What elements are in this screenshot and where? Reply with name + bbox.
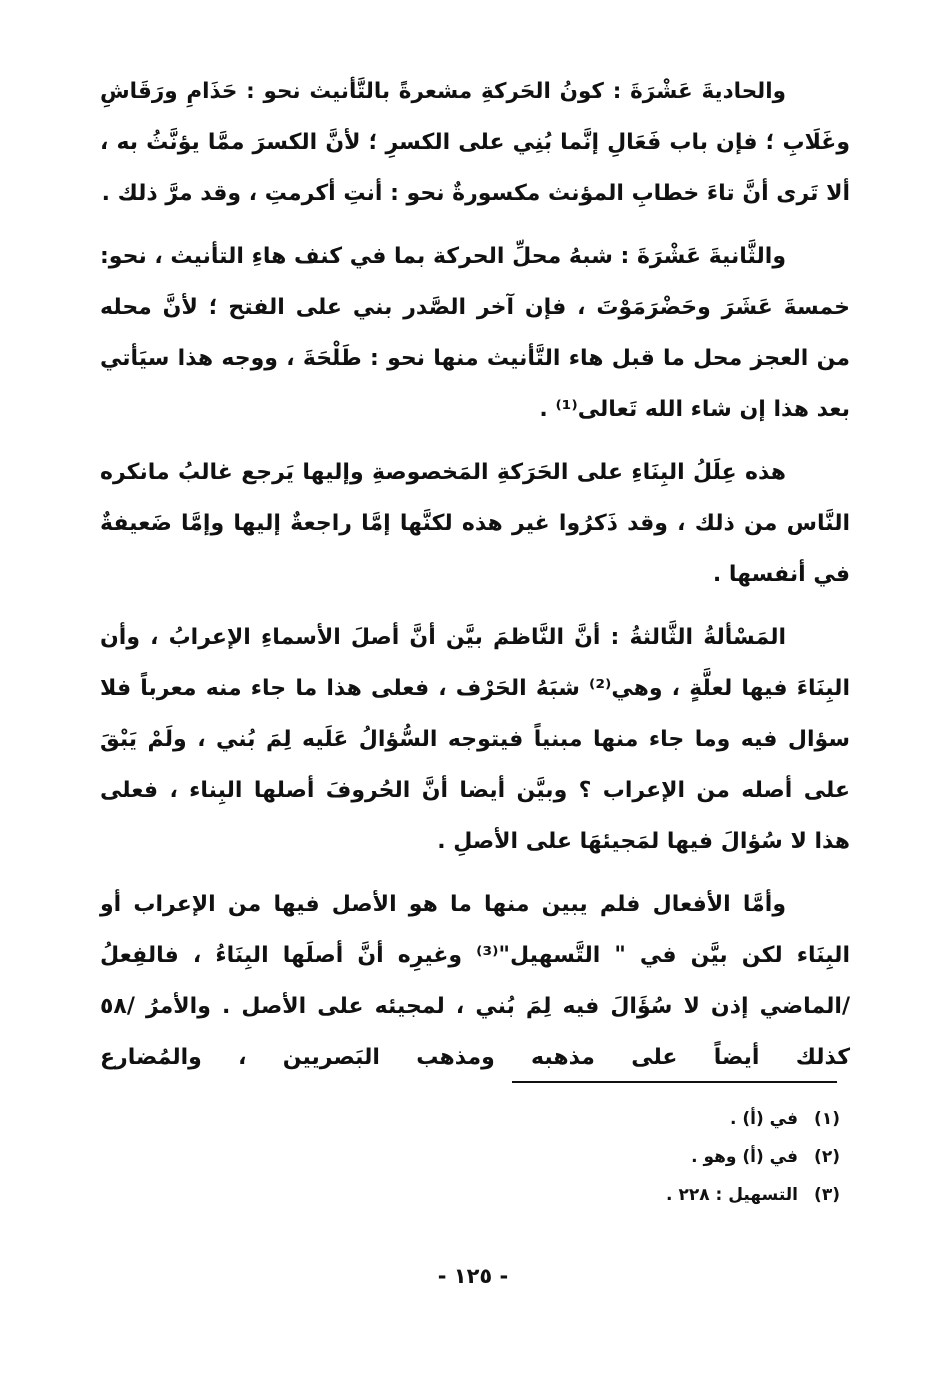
text-line: النَّاس من ذلك ، وقد ذَكرُوا غير هذه لكنَّها إمَّا راجعةٌ إليها وإمَّا ضَعيفةٌ [100,511,850,536]
text-line: هذه عِلَلُ البِنَاءِ على الحَرَكةِ المَخصوصةِ وإليها يَرجع غالبُ مانكره [100,460,786,485]
footnote-2 [400,1138,840,1176]
text-line: وأمَّا الأفعال فلم يبين منها ما هو الأصل فيها من الإعراب أو [100,892,786,917]
main-text [100,66,850,1095]
footnote-number: (١) [814,1109,840,1129]
text-line: البِنَاءَ فيها لعلَّةٍ ، وهي⁽²⁾ شبَهُ الحَرْف ، فعلى هذا ما جاء منه معرباً فلا [100,676,850,701]
footnote-1 [400,1100,840,1138]
text-line: سؤال فيه وما جاء منها مبنياً فيتوجه السُّؤالُ عَلَيه لِمَ بُني ، ولَمْ يَبْقَ [100,727,850,752]
text-line: في أنفسها . [712,562,850,587]
footnote-text: في (أ) وهو . [691,1147,798,1167]
footnote-number: (٣) [814,1185,840,1205]
footnote-separator [512,1081,837,1083]
footnote-3 [400,1176,840,1214]
text-line: بعد هذا إن شاء الله تَعالى⁽¹⁾ . [539,397,850,422]
paragraph-1 [100,66,850,219]
text-line: والثَّانيةَ عَشْرَةَ : شبهُ محلِّ الحركة بما في كنف هاءِ التأنيث ، نحو: [100,244,786,269]
text-line: والحاديةَ عَشْرَةَ : كونُ الحَركةِ مشعرةً بالتَّأنيث نحو : حَذَامِ ورَقَاشِ [100,79,786,104]
text-line: خمسةَ عَشَرَ وحَضْرَمَوْتَ ، فإن آخر الصَّدر بني على الفتح ؛ لأنَّ محله [100,295,850,320]
paragraph-3 [100,447,850,600]
footnote-text: التسهيل : ٢٢٨ . [666,1185,798,1205]
paragraph-2 [100,231,850,435]
text-line: وغَلَابِ ؛ فإن باب فَعَالِ إنَّما بُنِي على الكسرِ ؛ لأنَّ الكسرَ ممَّا يؤنَّثُ به ، [100,130,850,155]
footnote-text: في (أ) . [730,1109,798,1129]
footnote-number: (٢) [814,1147,840,1167]
text-line: من العجز محل ما قبل هاء التَّأنيث منها نحو : طَلْحَةَ ، ووجه هذا سيَأتي [100,346,850,371]
footnotes [400,1100,840,1214]
text-line: المَسْألةُ الثَّالثةُ : أنَّ النَّاظمَ بيَّن أنَّ أصلَ الأسماءِ الإعرابُ ، وأن [100,625,786,650]
text-line: كذلك أيضاً على مذهبه ومذهب البَصريين ، والمُضارع [100,1045,850,1070]
text-line: ألا تَرى أنَّ تاءَ خطابِ المؤنث مكسورةٌ نحو : أنتِ أكرمتِ ، وقد مرَّ ذلك . [101,181,850,206]
paragraph-5 [100,879,850,1083]
page-number: - ١٢٥ - [437,1264,509,1288]
text-line: /الماضي إذن لا سُؤَالَ فيه لِمَ بُني ، لمجيئه على الأصل . والأمرُ /٥٨ [100,994,850,1019]
text-line: البِنَاء لكن بيَّن في " التَّسهيل"⁽³⁾ وغيرِه أنَّ أصلَها البِنَاءُ ، فالفِعلُ [100,943,850,968]
text-line: على أصله من الإعراب ؟ وبيَّن أيضا أنَّ الحُروفَ أصلها البِناء ، فعلى [100,778,850,803]
paragraph-4 [100,612,850,867]
text-line: هذا لا سُؤالَ فيها لمَجيئهَا على الأصلِ . [437,829,850,854]
